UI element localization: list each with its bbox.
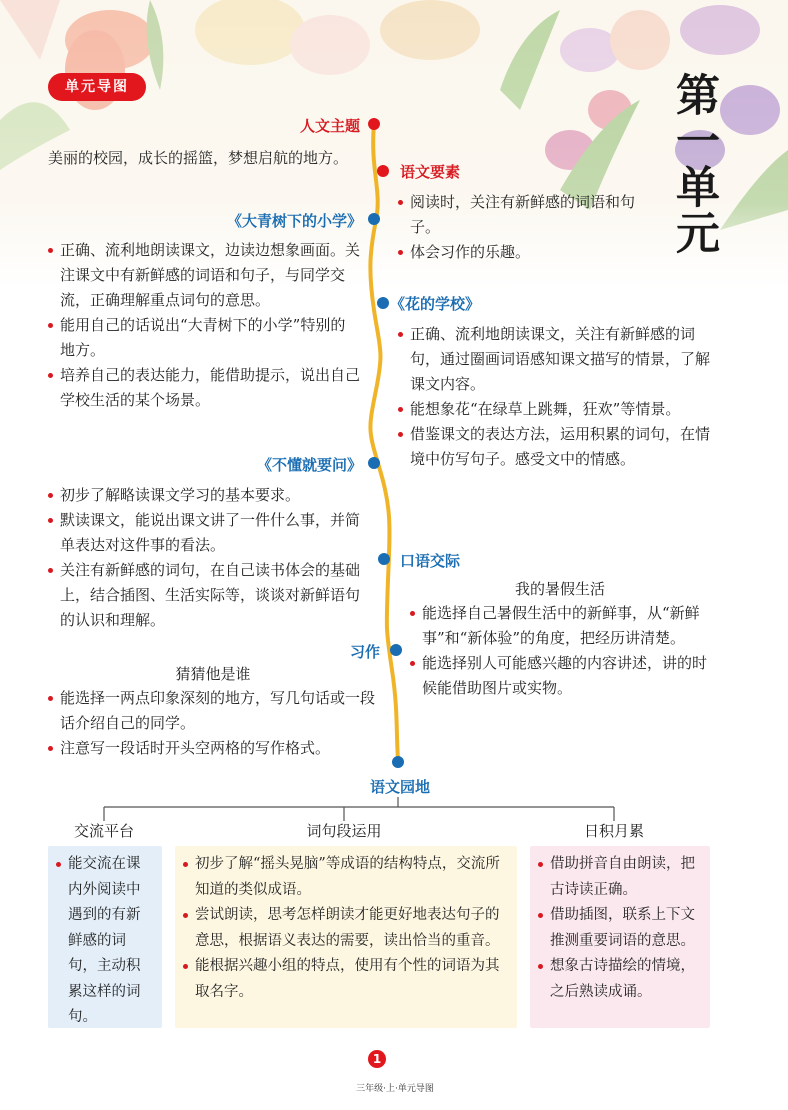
lesson2-node <box>377 297 389 309</box>
oral-node <box>378 553 390 565</box>
lesson2-list <box>398 322 710 472</box>
elements-node <box>377 165 389 177</box>
branch-title-accumulation: 日积月累 <box>583 822 644 840</box>
writing-label: 习作 <box>349 643 380 661</box>
list-item: 借助插图，联系上下文推测重要词语的意思。 <box>538 903 702 954</box>
writing-subtitle: 猜猜他是谁 <box>175 665 251 683</box>
page-number: 1 <box>368 1050 386 1068</box>
list-item: 阅读时，关注有新鲜感的词语和句子。 <box>398 190 638 240</box>
list-item: 能选择自己暑假生活中的新鲜事，从“新鲜事”和“新体验”的角度，把经历讲清楚。 <box>410 601 716 651</box>
list-item: 初步了解“摇头晃脑”等成语的结构特点，交流所知道的类似成语。 <box>183 852 509 903</box>
list-item: 能用自己的话说出“大青树下的小学”特别的地方。 <box>48 313 360 363</box>
list-item: 默读课文，能说出课文讲了一件什么事，并简单表达对这件事的看法。 <box>48 508 360 558</box>
list-item: 借鉴课文的表达方法，运用积累的词句，在情境中仿写句子。感受文中的情感。 <box>398 422 710 472</box>
list-item: 借助拼音自由朗读，把古诗读正确。 <box>538 852 702 903</box>
branch-box-accumulation <box>530 846 710 1028</box>
lesson1-list <box>48 238 360 413</box>
theme-label: 人文主题 <box>299 117 360 135</box>
unit-title: 第一单元 <box>668 72 719 256</box>
list-item: 关注有新鲜感的词句，在自己读书体会的基础上，结合插图、生活实际等，谈谈对新鲜语句的认识和理解。 <box>48 558 360 633</box>
lesson1-title: 《大青树下的小学》 <box>226 212 362 230</box>
lesson1-node <box>368 213 380 225</box>
list-item: 培养自己的表达能力，能借助提示，说出自己学校生活的某个场景。 <box>48 363 360 413</box>
list-item: 想象古诗描绘的情境，之后熟读成诵。 <box>538 954 702 1005</box>
footer-caption: 三年级·上·单元导图 <box>356 1084 434 1094</box>
lesson3-node <box>368 457 380 469</box>
theme-text: 美丽的校园，成长的摇篮，梦想启航的地方。 <box>48 149 349 167</box>
list-item: 注意写一段话时开头空两格的写作格式。 <box>48 736 383 761</box>
writing-node <box>390 644 402 656</box>
theme-node <box>368 118 380 130</box>
lesson2-title: 《花的学校》 <box>390 295 481 313</box>
lesson3-list <box>48 483 360 633</box>
garden-node <box>392 756 404 768</box>
unit-map-badge: 单元导图 <box>48 73 146 101</box>
elements-list <box>398 190 638 265</box>
list-item: 能选择别人可能感兴趣的内容讲述，讲的时候能借助图片或实物。 <box>410 651 716 701</box>
oral-list <box>410 601 716 701</box>
list-item: 尝试朗读，思考怎样朗读才能更好地表达句子的意思，根据语义表达的需要，读出恰当的重音。 <box>183 903 509 954</box>
list-item: 正确、流利地朗读课文，关注有新鲜感的词句，通过圈画词语感知课文描写的情景，了解课文内容。 <box>398 322 710 397</box>
list-item: 正确、流利地朗读课文，边读边想象画面。关注课文中有新鲜感的词语和句子，与同学交流，正确理解重点词句的意思。 <box>48 238 360 313</box>
elements-label: 语文要素 <box>400 163 461 181</box>
list-item: 能根据兴趣小组的特点，使用有个性的词语为其取名字。 <box>183 954 509 1005</box>
oral-label: 口语交际 <box>400 552 461 570</box>
list-item: 体会习作的乐趣。 <box>398 240 638 265</box>
branch-title-sentences: 词句段运用 <box>306 822 382 840</box>
list-item: 能想象花“在绿草上跳舞，狂欢”等情景。 <box>398 397 710 422</box>
branch-box-sentences <box>175 846 517 1028</box>
branch-title-exchange: 交流平台 <box>73 822 134 840</box>
branch-box-exchange <box>48 846 162 1028</box>
garden-label: 语文园地 <box>369 778 430 796</box>
lesson3-title: 《不懂就要问》 <box>256 456 362 474</box>
oral-subtitle: 我的暑假生活 <box>514 580 605 598</box>
writing-list <box>48 686 383 761</box>
list-item: 初步了解略读课文学习的基本要求。 <box>48 483 360 508</box>
list-item: 能交流在课内外阅读中遇到的有新鲜感的词句，主动积累这样的词句。 <box>56 852 154 1031</box>
list-item: 能选择一两点印象深刻的地方，写几句话或一段话介绍自己的同学。 <box>48 686 383 736</box>
